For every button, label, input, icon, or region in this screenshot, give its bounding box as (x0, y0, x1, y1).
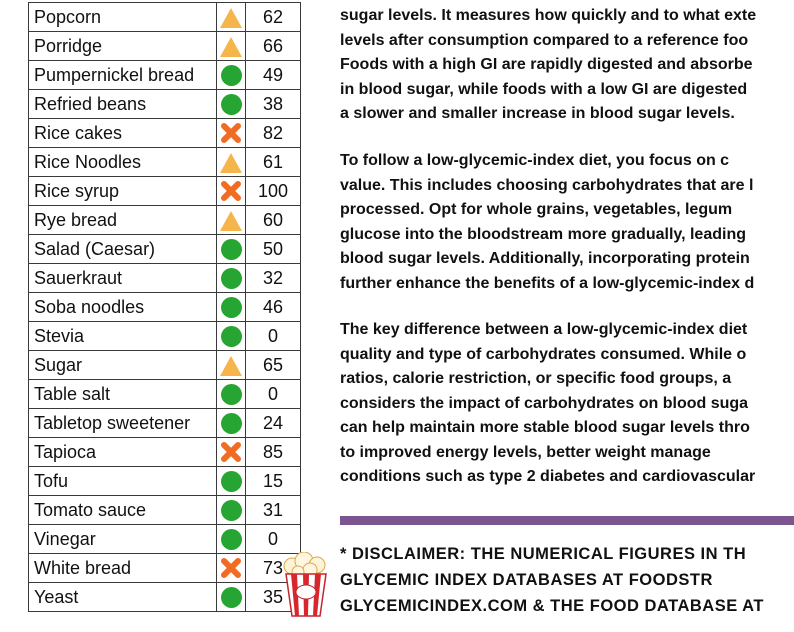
orange-triangle-icon (220, 211, 242, 231)
paragraph-line: to improved energy levels, better weight manage (340, 443, 711, 461)
orange-triangle-icon (220, 356, 242, 376)
gi-value: 0 (246, 322, 301, 351)
green-circle-icon (221, 413, 242, 434)
paragraph-line: can help maintain more stable blood sugar levels thro (340, 419, 750, 436)
gi-level-cell (217, 235, 246, 264)
paragraph-line: a slower and smaller increase in blood sugar levels. (340, 105, 735, 122)
gi-value: 85 (246, 438, 301, 467)
gi-value: 31 (246, 496, 301, 525)
table-row (29, 293, 301, 322)
section-divider (340, 516, 794, 525)
green-circle-icon (221, 297, 242, 318)
green-circle-icon (221, 239, 242, 260)
food-name: Tofu (29, 467, 217, 496)
gi-level-cell (217, 206, 246, 235)
gi-value: 100 (246, 177, 301, 206)
paragraph-line: Foods with a high GI are rapidly digested and absorbe (340, 56, 753, 73)
popcorn-box-icon (280, 552, 332, 618)
gi-level-cell (217, 467, 246, 496)
table-row (29, 3, 301, 32)
paragraph-line: further enhance the benefits of a low-glycemic-index d (340, 274, 755, 292)
green-circle-icon (221, 500, 242, 521)
orange-x-icon (219, 121, 243, 145)
gi-level-cell (217, 583, 246, 612)
gi-value: 50 (246, 235, 301, 264)
glycemic-index-table (28, 2, 301, 612)
orange-triangle-icon (220, 153, 242, 173)
table-row (29, 119, 301, 148)
gi-value: 65 (246, 351, 301, 380)
gi-value: 0 (246, 525, 301, 554)
paragraph-key-difference (340, 318, 794, 490)
paragraph-line: processed. Opt for whole grains, vegetables, legum (340, 201, 733, 218)
gi-level-cell (217, 177, 246, 206)
gi-value: 62 (246, 3, 301, 32)
gi-level-cell (217, 3, 246, 32)
table-body (29, 3, 301, 612)
green-circle-icon (221, 471, 242, 492)
gi-value: 73 (246, 554, 301, 583)
gi-level-cell (217, 148, 246, 177)
food-name: Sugar (29, 351, 217, 380)
gi-level-cell (217, 119, 246, 148)
gi-level-cell (217, 525, 246, 554)
food-name: Yeast (29, 583, 217, 612)
food-name: Sauerkraut (29, 264, 217, 293)
gi-value: 49 (246, 61, 301, 90)
gi-level-cell (217, 61, 246, 90)
food-name: Tabletop sweetener (29, 409, 217, 438)
table-row (29, 467, 301, 496)
gi-level-cell (217, 351, 246, 380)
green-circle-icon (221, 587, 242, 608)
paragraph-line: glucose into the bloodstream more gradually, leading (340, 225, 746, 243)
table-row (29, 90, 301, 119)
gi-level-cell (217, 554, 246, 583)
food-name: Pumpernickel bread (29, 61, 217, 90)
paragraph-line: blood sugar levels. Additionally, incorporating protein (340, 250, 750, 267)
gi-level-cell (217, 380, 246, 409)
orange-triangle-icon (220, 8, 242, 28)
green-circle-icon (221, 326, 242, 347)
disclaimer (340, 541, 794, 619)
paragraph-line: levels after consumption compared to a reference foo (340, 31, 749, 49)
gi-value: 24 (246, 409, 301, 438)
table-row (29, 525, 301, 554)
food-name: White bread (29, 554, 217, 583)
gi-level-cell (217, 496, 246, 525)
food-name: Table salt (29, 380, 217, 409)
table-row (29, 496, 301, 525)
table-row (29, 438, 301, 467)
gi-value: 38 (246, 90, 301, 119)
paragraph-line: To follow a low-glycemic-index diet, you focus on c (340, 152, 730, 169)
paragraph-line: quality and type of carbohydrates consumed. While o (340, 345, 747, 363)
gi-value: 61 (246, 148, 301, 177)
gi-level-cell (217, 322, 246, 351)
food-name: Tomato sauce (29, 496, 217, 525)
table-row (29, 554, 301, 583)
table-row (29, 235, 301, 264)
table-row (29, 409, 301, 438)
food-name: Salad (Caesar) (29, 235, 217, 264)
disclaimer-line: GLYCEMIC INDEX DATABASES AT FOODSTR (340, 571, 713, 589)
table-row (29, 177, 301, 206)
paragraph-line: ratios, calorie restriction, or specific food groups, a (340, 370, 732, 387)
orange-x-icon (219, 440, 243, 464)
table-row (29, 32, 301, 61)
paragraph-line: value. This includes choosing carbohydrates that are l (340, 176, 754, 194)
food-name: Stevia (29, 322, 217, 351)
table-row (29, 351, 301, 380)
paragraph-line: The key difference between a low-glycemic-index diet (340, 321, 748, 338)
table-row (29, 322, 301, 351)
food-name: Rice Noodles (29, 148, 217, 177)
green-circle-icon (221, 529, 242, 550)
orange-triangle-icon (220, 37, 242, 57)
green-circle-icon (221, 268, 242, 289)
gi-value: 32 (246, 264, 301, 293)
gi-level-cell (217, 32, 246, 61)
table-row (29, 583, 301, 612)
gi-value: 46 (246, 293, 301, 322)
gi-level-cell (217, 293, 246, 322)
orange-x-icon (219, 556, 243, 580)
food-name: Soba noodles (29, 293, 217, 322)
paragraph-gi-definition (340, 4, 794, 127)
disclaimer-line: GLYCEMICINDEX.COM & THE FOOD DATABASE AT (340, 597, 764, 615)
gi-level-cell (217, 264, 246, 293)
gi-level-cell (217, 438, 246, 467)
green-circle-icon (221, 384, 242, 405)
paragraph-line: considers the impact of carbohydrates on blood suga (340, 394, 749, 412)
paragraph-line: in blood sugar, while foods with a low GI are digested (340, 80, 748, 98)
gi-level-cell (217, 409, 246, 438)
orange-x-icon (219, 179, 243, 203)
paragraph-line: conditions such as type 2 diabetes and cardiovascular (340, 468, 756, 485)
table-row (29, 148, 301, 177)
food-name: Porridge (29, 32, 217, 61)
table-row (29, 380, 301, 409)
article-content (340, 0, 794, 632)
food-name: Tapioca (29, 438, 217, 467)
green-circle-icon (221, 94, 242, 115)
food-name: Popcorn (29, 3, 217, 32)
gi-value: 66 (246, 32, 301, 61)
table-row (29, 264, 301, 293)
gi-value: 60 (246, 206, 301, 235)
gi-level-cell (217, 90, 246, 119)
paragraph-low-gi-diet (340, 149, 794, 296)
disclaimer-line: * DISCLAIMER: THE NUMERICAL FIGURES IN TH (340, 545, 747, 563)
food-name: Refried beans (29, 90, 217, 119)
green-circle-icon (221, 65, 242, 86)
paragraph-line: sugar levels. It measures how quickly and to what exte (340, 7, 757, 24)
table-row (29, 61, 301, 90)
food-name: Rice syrup (29, 177, 217, 206)
food-name: Rice cakes (29, 119, 217, 148)
gi-value: 35 (246, 583, 301, 612)
gi-value: 0 (246, 380, 301, 409)
gi-value: 15 (246, 467, 301, 496)
gi-value: 82 (246, 119, 301, 148)
food-name: Rye bread (29, 206, 217, 235)
food-name: Vinegar (29, 525, 217, 554)
table-row (29, 206, 301, 235)
